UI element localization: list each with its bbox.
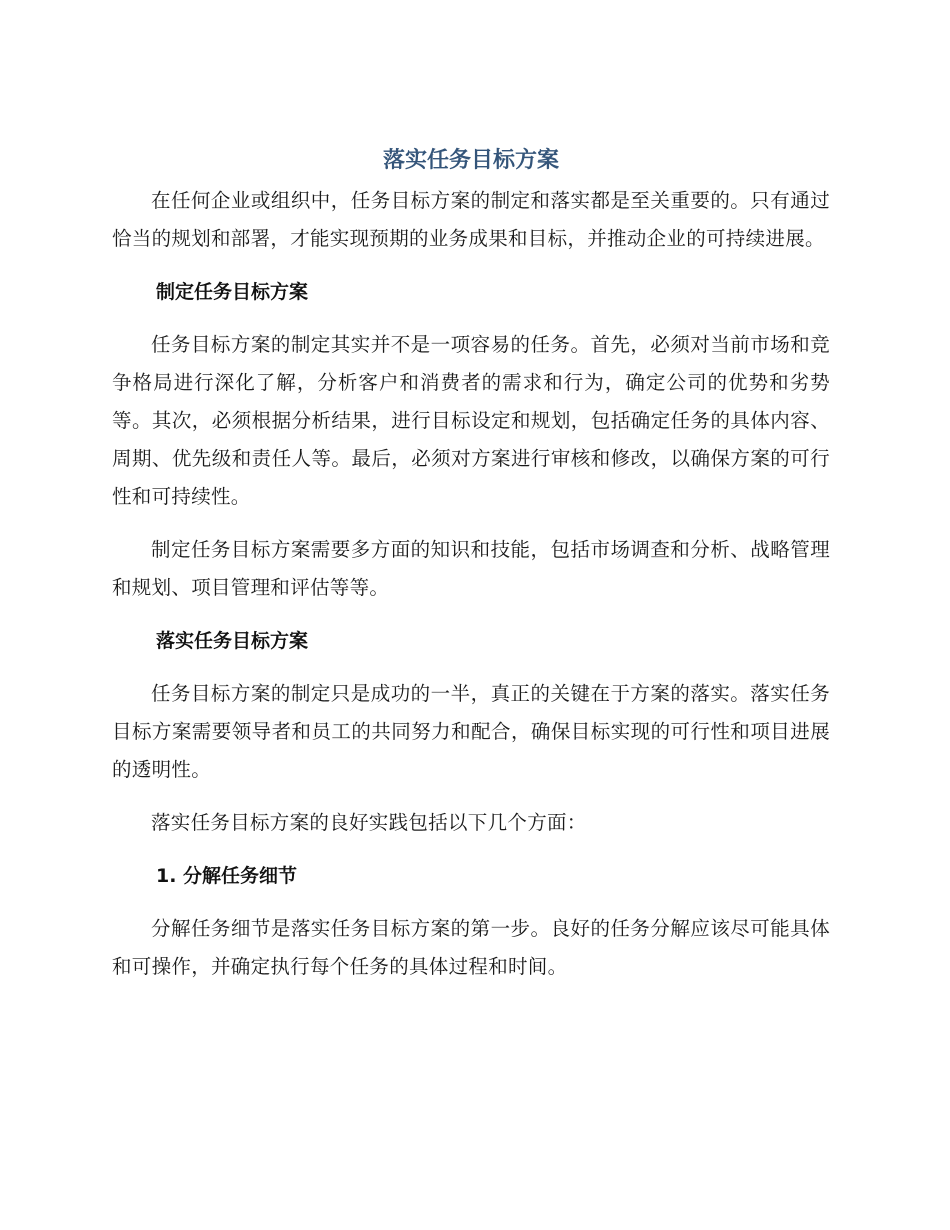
- subsection1-paragraph-1: 分解任务细节是落实任务目标方案的第一步。良好的任务分解应该尽可能具体和可操作，并确定执行每个任务的具体过程和时间。: [112, 917, 830, 978]
- section-heading-formulate: 制定任务目标方案: [156, 281, 309, 303]
- intro-paragraph: 在任何企业或组织中，任务目标方案的制定和落实都是至关重要的。只有通过恰当的规划和部署，才能实现预期的业务成果和目标，并推动企业的可持续进展。: [112, 189, 830, 250]
- section2-paragraph-2: 落实任务目标方案的良好实践包括以下几个方面：: [151, 811, 587, 834]
- document-title: 落实任务目标方案: [382, 148, 559, 173]
- section2-paragraph-1: 任务目标方案的制定只是成功的一半，真正的关键在于方案的落实。落实任务目标方案需要领导者和员工的共同努力和配合，确保目标实现的可行性和项目进展的透明性。: [112, 682, 830, 781]
- section-heading-implement: 落实任务目标方案: [156, 630, 309, 652]
- section1-paragraph-1: 任务目标方案的制定其实并不是一项容易的任务。首先，必须对当前市场和竞争格局进行深化了解，分析客户和消费者的需求和行为，确定公司的优势和劣势等。其次，必须根据分析结果，进行目标设定和规划，包括确定任务的具体内容、周期、优先级和责任人等。最后，必须对方案进行审核和修改，以确保方案的可行性和可持续性。: [112, 333, 830, 508]
- document-page: [112, 144, 830, 1001]
- section1-paragraph-2: 制定任务目标方案需要多方面的知识和技能，包括市场调查和分析、战略管理和规划、项目管理和评估等等。: [112, 538, 830, 599]
- subsection-heading-breakdown: 1. 分解任务细节: [156, 865, 298, 887]
